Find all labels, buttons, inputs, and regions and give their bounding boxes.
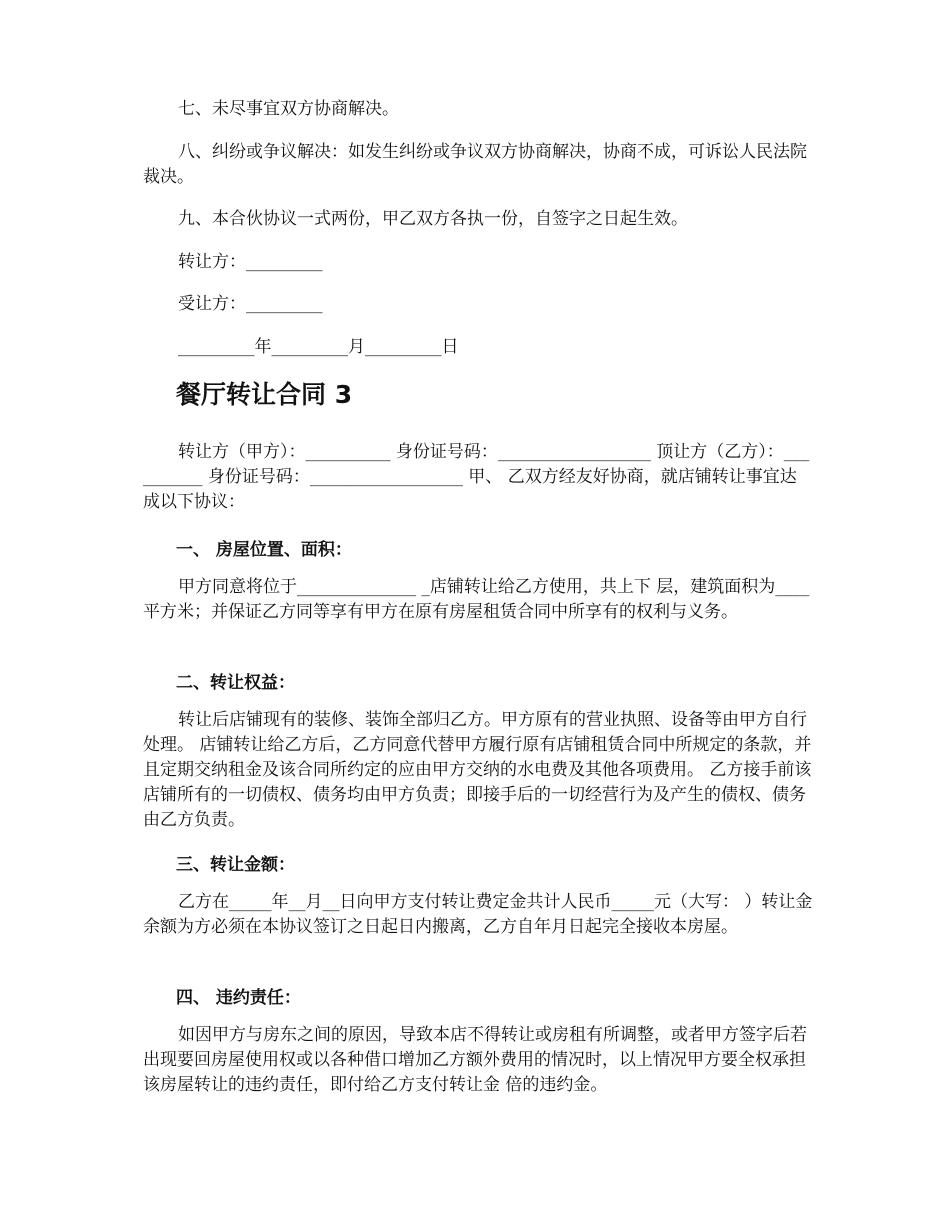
transferor-signature: 转让方：_________ (178, 252, 323, 272)
section-body-amount: 乙方在_____年__月__日向甲方支付转让费定金共计人民币_____元（大写： ）转让金余额为方必须在本协议签订之日起日内搬离，乙方自年月日起完全接收本房屋。 (143, 892, 813, 937)
section-body-rights: 转让后店铺现有的装修、装饰全部归乙方。甲方原有的营业执照、设备等由甲方自行处理。 店铺转让给乙方后，乙方同意代替甲方履行原有店铺租赁合同中所规定的条款，并且定期交纳租金及该合同所约定的应由甲方交纳的水电费及其他各项费用。 乙方接手前该店铺所有的一切债权、债务均由甲方负责；即接手后的一切经营行为及产生的债权、债务由乙方负责。 (143, 710, 812, 830)
section-heading-location: 一、 房屋位置、面积： (176, 540, 352, 560)
clause-seven: 七、未尽事宜双方协商解决。 (178, 99, 399, 119)
signature-date: _________年_________月_________日 (178, 337, 459, 357)
section-body-location: 甲方同意将位于______________ _店铺转让给乙方使用，共上下 层，建筑面积为____平方米；并保证乙方同等享有甲方在原有房屋租赁合同中所享有的权利与义务。 (143, 577, 810, 622)
section-heading-rights: 二、转让权益： (176, 673, 295, 693)
section-body-breach: 如因甲方与房东之间的原因，导致本店不得转让或房租有所调整，或者甲方签字后若出现要回房屋使用权或以各种借口增加乙方额外费用的情况时，以上情况甲方要全权承担该房屋转让的违约责任，即付给乙方支付转让金 倍的违约金。 (143, 1025, 807, 1095)
contract-title: 餐厅转让合同 3 (176, 380, 353, 409)
section-heading-amount: 三、转让金额： (176, 855, 295, 875)
contract-intro: 转让方（甲方）：__________ 身份证号码：__________________ 顶让方（乙方）：__________ 身份证号码：__________________ 甲、 乙双方经友好协商，就店铺转让事宜达成以下协议： (143, 442, 810, 512)
clause-nine: 九、本合伙协议一式两份，甲乙双方各执一份，自签字之日起生效。 (178, 209, 688, 229)
section-heading-breach: 四、 违约责任： (176, 988, 301, 1008)
clause-eight: 八、纠纷或争议解决：如发生纠纷或争议双方协商解决，协商不成，可诉讼人民法院裁决。 (143, 142, 807, 187)
transferee-signature: 受让方：_________ (178, 294, 323, 314)
